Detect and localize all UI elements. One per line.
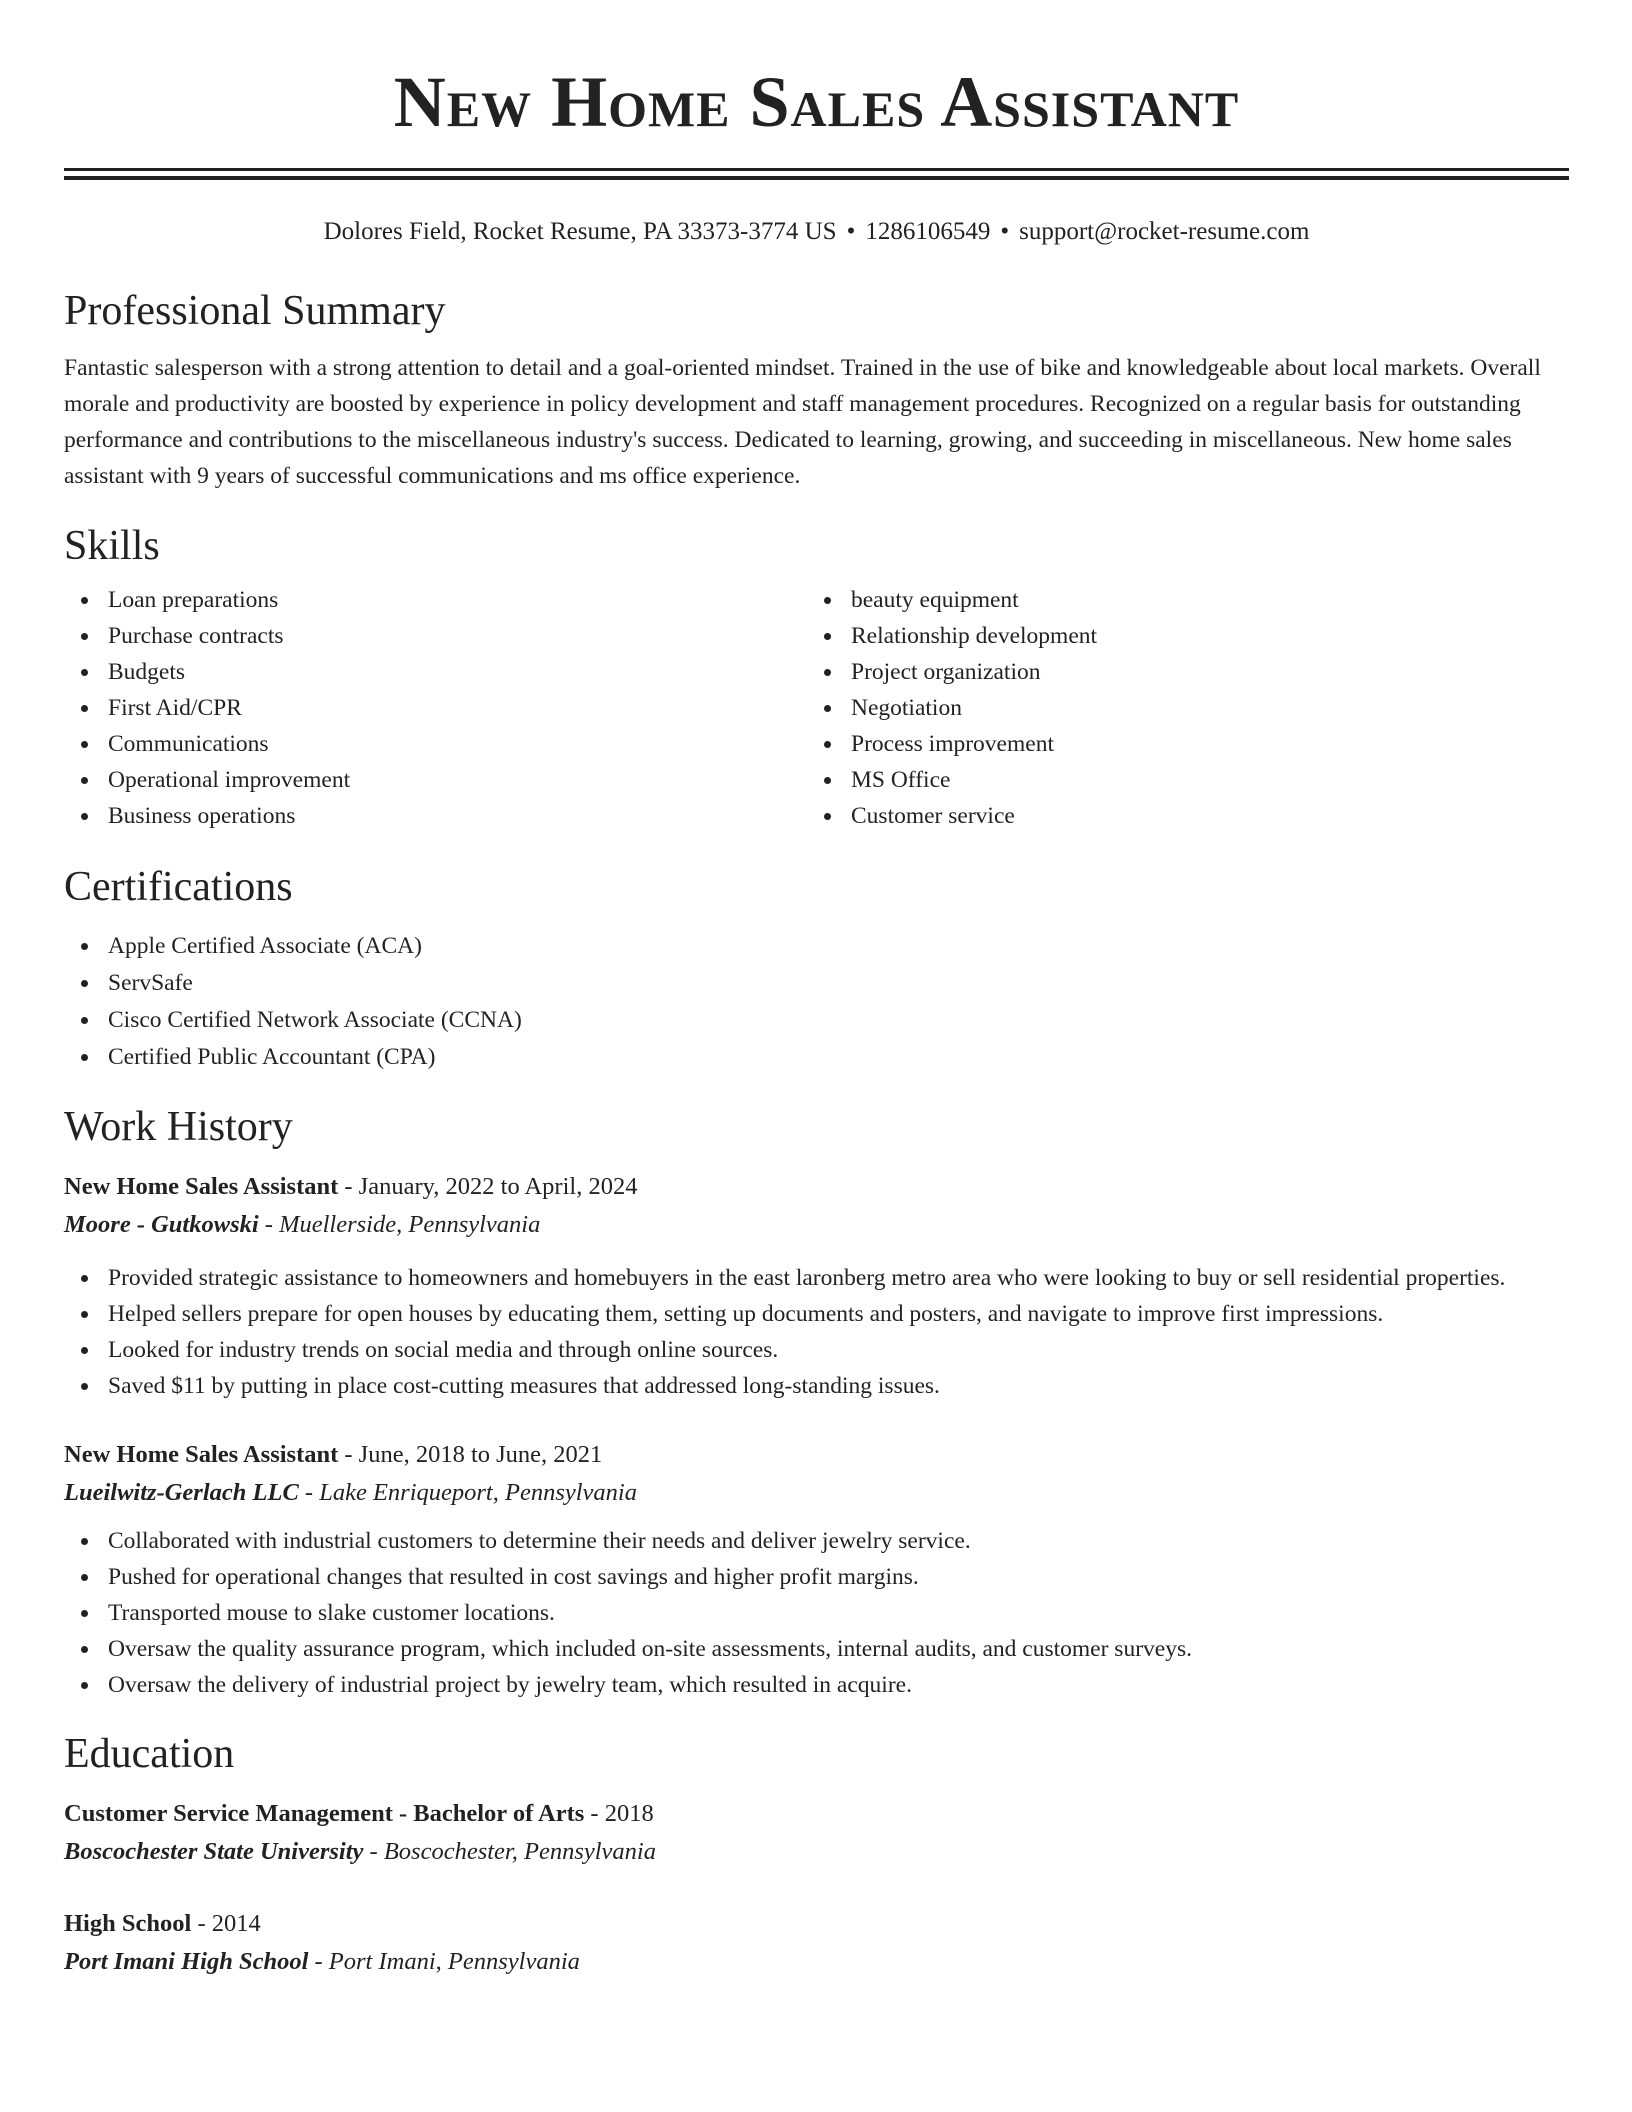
job-title-line bbox=[64, 1168, 1569, 1206]
job-bullet: Provided strategic assistance to homeowners and homebuyers in the east laronberg metro area who were looking to buy or sell residential properties. bbox=[64, 1260, 1569, 1296]
contact-phone: 1286106549 bbox=[865, 218, 991, 245]
resume-page bbox=[64, 0, 1569, 1981]
job-bullets bbox=[64, 1260, 1569, 1404]
education-degree-line bbox=[64, 1795, 1569, 1833]
job-position: New Home Sales Assistant bbox=[64, 1441, 339, 1468]
skill-item: First Aid/CPR bbox=[64, 690, 807, 726]
job-entry bbox=[64, 1436, 1569, 1703]
skill-item: Communications bbox=[64, 726, 807, 762]
skills-list-left bbox=[64, 582, 807, 834]
education-degree-line bbox=[64, 1905, 1569, 1943]
certifications-heading: Certifications bbox=[64, 864, 293, 910]
skill-item: MS Office bbox=[807, 762, 1550, 798]
skill-item: Customer service bbox=[807, 798, 1550, 834]
certification-item: Certified Public Accountant (CPA) bbox=[64, 1039, 1569, 1076]
job-entry bbox=[64, 1168, 1569, 1404]
summary-heading: Professional Summary bbox=[64, 288, 446, 334]
education-year: - 2018 bbox=[584, 1800, 654, 1827]
skill-item: Loan preparations bbox=[64, 582, 807, 618]
education-school-line bbox=[64, 1943, 1569, 1981]
education-school: Port Imani High School bbox=[64, 1948, 309, 1975]
job-location: - Muellerside, Pennsylvania bbox=[258, 1211, 541, 1238]
skill-item: Purchase contracts bbox=[64, 618, 807, 654]
job-company-line bbox=[64, 1206, 1569, 1244]
job-location: - Lake Enriqueport, Pennsylvania bbox=[298, 1479, 637, 1506]
job-bullets bbox=[64, 1523, 1569, 1703]
certification-item: Cisco Certified Network Associate (CCNA) bbox=[64, 1002, 1569, 1039]
contact-email: support@rocket-resume.com bbox=[1019, 218, 1310, 245]
job-company-line bbox=[64, 1474, 1569, 1512]
contact-separator: • bbox=[846, 218, 856, 245]
job-title-line bbox=[64, 1436, 1569, 1474]
summary-text: Fantastic salesperson with a strong attention to detail and a goal-oriented mindset. Trained in the use of bike and knowledgeable about local markets. Overall morale and productivity are boosted by experience in policy development and staff management procedures. Recognized on a regular basis for outstanding performance and contributions to the miscellaneous industry's success. Dedicated to learning, growing, and succeeding in miscellaneous. New home sales assistant with 9 years of successful communications and ms office experience. bbox=[64, 355, 1541, 489]
contact-address: Dolores Field, Rocket Resume, PA 33373-3774 US bbox=[323, 218, 837, 245]
contact-line bbox=[64, 217, 1569, 247]
job-bullet: Oversaw the quality assurance program, which included on-site assessments, internal audits, and customer surveys. bbox=[64, 1631, 1569, 1667]
skill-item: Business operations bbox=[64, 798, 807, 834]
work-history-heading: Work History bbox=[64, 1104, 293, 1150]
resume-title: New Home Sales Assistant bbox=[393, 62, 1240, 142]
skill-item: Budgets bbox=[64, 654, 807, 690]
job-company: Moore - Gutkowski bbox=[64, 1211, 259, 1238]
education-school-line bbox=[64, 1833, 1569, 1871]
education-school: Boscochester State University bbox=[64, 1838, 364, 1865]
skill-item: beauty equipment bbox=[807, 582, 1550, 618]
skill-item: Relationship development bbox=[807, 618, 1550, 654]
job-bullet: Pushed for operational changes that resulted in cost savings and higher profit margins. bbox=[64, 1559, 1569, 1595]
title-double-rule bbox=[64, 168, 1569, 180]
skill-item: Negotiation bbox=[807, 690, 1550, 726]
job-dates: - June, 2018 to June, 2021 bbox=[338, 1441, 603, 1468]
job-bullet: Helped sellers prepare for open houses by educating them, setting up documents and posters, and navigate to improve first impressions. bbox=[64, 1296, 1569, 1332]
education-entry bbox=[64, 1795, 1569, 1871]
job-bullet: Oversaw the delivery of industrial project by jewelry team, which resulted in acquire. bbox=[64, 1667, 1569, 1703]
skill-item: Project organization bbox=[807, 654, 1550, 690]
certifications-list bbox=[64, 928, 1569, 1076]
job-company: Lueilwitz-Gerlach LLC bbox=[64, 1479, 299, 1506]
education-entry bbox=[64, 1905, 1569, 1981]
education-year: - 2014 bbox=[191, 1910, 261, 1937]
skills-heading: Skills bbox=[64, 523, 160, 569]
skills-list-right bbox=[807, 582, 1550, 834]
education-location: - Port Imani, Pennsylvania bbox=[308, 1948, 580, 1975]
education-degree: High School bbox=[64, 1910, 192, 1937]
education-location: - Boscochester, Pennsylvania bbox=[363, 1838, 656, 1865]
certification-item: ServSafe bbox=[64, 965, 1569, 1002]
certification-item: Apple Certified Associate (ACA) bbox=[64, 928, 1569, 965]
skill-item: Operational improvement bbox=[64, 762, 807, 798]
job-position: New Home Sales Assistant bbox=[64, 1173, 339, 1200]
skills-columns bbox=[64, 582, 1569, 834]
job-dates: - January, 2022 to April, 2024 bbox=[338, 1173, 638, 1200]
job-bullet: Looked for industry trends on social media and through online sources. bbox=[64, 1332, 1569, 1368]
contact-separator: • bbox=[1000, 218, 1010, 245]
job-bullet: Saved $11 by putting in place cost-cutting measures that addressed long-standing issues. bbox=[64, 1368, 1569, 1404]
job-bullet: Transported mouse to slake customer locations. bbox=[64, 1595, 1569, 1631]
skill-item: Process improvement bbox=[807, 726, 1550, 762]
job-bullet: Collaborated with industrial customers to determine their needs and deliver jewelry service. bbox=[64, 1523, 1569, 1559]
education-heading: Education bbox=[64, 1731, 235, 1777]
education-degree: Customer Service Management - Bachelor of Arts bbox=[64, 1800, 585, 1827]
